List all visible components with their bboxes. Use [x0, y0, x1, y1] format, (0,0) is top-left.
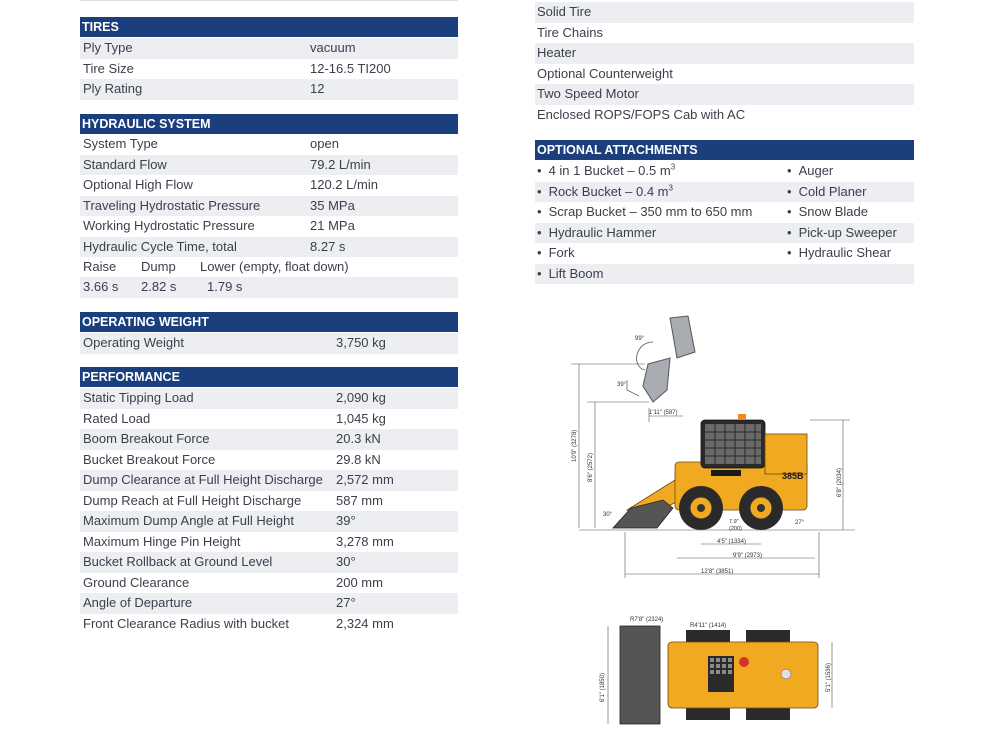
spec-value: 20.3 kN — [336, 431, 381, 446]
spec-value: 1,045 kg — [336, 410, 386, 426]
option-item: Two Speed Motor — [537, 86, 639, 101]
spec-label: Static Tipping Load — [83, 390, 194, 405]
option-item: Optional Counterweight — [537, 65, 673, 81]
cycle-header-row — [80, 257, 458, 278]
attachment-row — [535, 243, 914, 264]
attachment-item: • 4 in 1 Bucket – 0.5 $m^3$ — [537, 161, 675, 182]
attachment-item: • Auger — [787, 161, 833, 182]
spec-value: 29.8 kN — [336, 451, 381, 467]
spec-value: 2,324 mm — [336, 615, 394, 631]
performance-row — [80, 593, 458, 614]
option-item: Tire Chains — [537, 24, 603, 40]
tires-header: TIRES — [80, 17, 458, 37]
spec-value: 2,572 mm — [336, 472, 394, 487]
hydraulic-header: HYDRAULIC SYSTEM — [80, 114, 458, 134]
spec-label: Operating Weight — [83, 335, 184, 350]
cycle-value-lower: 1.79 s — [207, 279, 243, 294]
hydraulic-row — [80, 175, 458, 196]
spec-label: Dump Reach at Full Height Discharge — [83, 492, 302, 508]
option-row — [535, 2, 914, 23]
performance-row — [80, 511, 458, 532]
cycle-value-row — [80, 277, 458, 298]
svg-text:(200): (200) — [729, 526, 742, 532]
spec-label: Maximum Dump Angle at Full Height — [83, 513, 294, 528]
machine-top-view-diagram — [590, 612, 840, 727]
performance-row — [80, 573, 458, 594]
length-with-bucket-label: 12'8" (3851) — [701, 569, 734, 575]
spec-value: 21 MPa — [310, 218, 355, 233]
attachment-item: • Rock Bucket – 0.4 $m^3$ — [537, 182, 673, 203]
spec-label: Tire Size — [83, 60, 134, 76]
hydraulic-row — [80, 155, 458, 176]
attachment-item: • Pick-up Sweeper — [787, 223, 897, 244]
spec-value: vacuum — [310, 40, 356, 55]
option-item: Enclosed ROPS/FOPS Cab with AC — [537, 106, 746, 122]
spec-label: Front Clearance Radius with bucket — [83, 615, 289, 631]
spec-value: open — [310, 136, 339, 151]
attachment-row — [535, 223, 914, 244]
front-radius-label: R7'8" (2324) — [630, 617, 664, 623]
spec-value: 200 mm — [336, 574, 383, 590]
attachments-header: OPTIONAL ATTACHMENTS — [535, 140, 914, 160]
option-row — [535, 84, 914, 105]
spec-value: 39° — [336, 513, 356, 528]
machine-side-view-diagram — [565, 312, 865, 582]
spec-value: 30° — [336, 554, 356, 569]
reach-label: 1'11" (587) — [649, 410, 678, 416]
angle-27-label: 27° — [795, 520, 805, 526]
spec-value: 12-16.5 TI200 — [310, 60, 391, 76]
cycle-header-dump: Dump — [141, 259, 176, 274]
option-row — [535, 43, 914, 64]
performance-row — [80, 388, 458, 409]
spec-label: System Type — [83, 136, 158, 151]
hydraulic-row — [80, 216, 458, 237]
attachment-item: • Hydraulic Shear — [787, 243, 891, 264]
attachment-row — [535, 182, 914, 203]
spec-label: Dump Clearance at Full Height Discharge — [83, 472, 323, 487]
angle-30-label: 30° — [603, 512, 613, 518]
spec-label: Standard Flow — [83, 156, 167, 172]
superscript-3: 3 — [670, 162, 676, 172]
top-divider — [80, 0, 458, 1]
performance-row — [80, 470, 458, 491]
cycle-value-raise: 3.66 s — [83, 279, 119, 294]
spec-label: Ply Rating — [83, 81, 143, 96]
tires-row — [80, 38, 458, 59]
attachment-row — [535, 264, 914, 285]
spec-value: 8.27 s — [310, 238, 346, 254]
performance-row — [80, 552, 458, 573]
angle-99-label: 99° — [635, 336, 645, 342]
spec-value: 120.2 L/min — [310, 177, 378, 192]
performance-header: PERFORMANCE — [80, 367, 458, 387]
machine-width-label: 5'1" (1536) — [826, 663, 832, 692]
overall-height-label: 6'8" (2034) — [837, 468, 843, 497]
performance-row — [80, 450, 458, 471]
tires-row — [80, 59, 458, 80]
attachment-row — [535, 202, 914, 223]
spec-label: Bucket Rollback at Ground Level — [83, 554, 273, 569]
attachment-item: • Snow Blade — [787, 202, 868, 223]
spec-value: 35 MPa — [310, 197, 355, 213]
performance-row — [80, 429, 458, 450]
spec-value: 2,090 kg — [336, 390, 386, 405]
raised-bucket-icon — [670, 316, 695, 358]
ground-clearance-label: 7.9" — [729, 519, 739, 525]
operating-weight-header: OPERATING WEIGHT — [80, 312, 458, 332]
tires-row — [80, 79, 458, 100]
option-row — [535, 105, 914, 126]
spec-label: Working Hydrostatic Pressure — [83, 218, 255, 233]
option-row — [535, 64, 914, 85]
hydraulic-row — [80, 237, 458, 258]
performance-row — [80, 532, 458, 553]
option-row — [535, 23, 914, 44]
attachment-item: • Fork — [537, 243, 575, 264]
bucket-width-label: 6'1" (1850) — [600, 673, 606, 702]
performance-row — [80, 614, 458, 635]
spec-label: Angle of Departure — [83, 595, 193, 610]
spec-label: Traveling Hydrostatic Pressure — [83, 197, 261, 213]
spec-label: Optional High Flow — [83, 177, 193, 192]
option-item: Heater — [537, 45, 577, 60]
spec-value: 27° — [336, 595, 356, 610]
spec-value: 587 mm — [336, 492, 383, 508]
performance-row — [80, 491, 458, 512]
attachment-item: • Scrap Bucket – 350 mm to 650 mm — [537, 202, 752, 223]
wheelbase-label: 4'5" (1334) — [717, 539, 746, 545]
spec-label: Hydraulic Cycle Time, total — [83, 238, 237, 254]
rear-radius-label: R4'11" (1414) — [690, 623, 727, 629]
attachment-item: • Cold Planer — [787, 182, 867, 203]
spec-value: 12 — [310, 81, 325, 96]
spec-value: 3,750 kg — [336, 335, 386, 350]
top-bucket-icon — [620, 626, 660, 724]
option-item: Solid Tire — [537, 4, 592, 19]
superscript-3: 3 — [668, 183, 673, 193]
spec-label: Boom Breakout Force — [83, 431, 210, 446]
attachment-item: • Lift Boom — [537, 264, 603, 285]
dump-height-label: 8'6" (2572) — [588, 453, 594, 482]
spec-label: Ply Type — [83, 40, 133, 55]
angle-39-label: 39° — [617, 382, 627, 388]
attachment-row — [535, 161, 914, 182]
spec-label: Rated Load — [83, 410, 151, 426]
spec-value: 79.2 L/min — [310, 156, 371, 172]
attachment-item: • Hydraulic Hammer — [537, 223, 656, 244]
model-label: 385B — [782, 471, 804, 481]
cycle-header-lower: Lower (empty, float down) — [200, 259, 349, 274]
cycle-header-raise: Raise — [83, 259, 117, 274]
hydraulic-row — [80, 196, 458, 217]
spec-label: Bucket Breakout Force — [83, 451, 216, 467]
hinge-height-label: 10'9" (3278) — [572, 429, 578, 462]
performance-row — [80, 409, 458, 430]
spec-label: Ground Clearance — [83, 574, 190, 590]
hydraulic-row — [80, 134, 458, 155]
cycle-value-dump: 2.82 s — [141, 279, 177, 294]
spec-label: Maximum Hinge Pin Height — [83, 533, 241, 549]
length-no-bucket-label: 9'9" (2973) — [733, 553, 762, 559]
spec-value: 3,278 mm — [336, 533, 394, 549]
operating-weight-row — [80, 333, 458, 354]
